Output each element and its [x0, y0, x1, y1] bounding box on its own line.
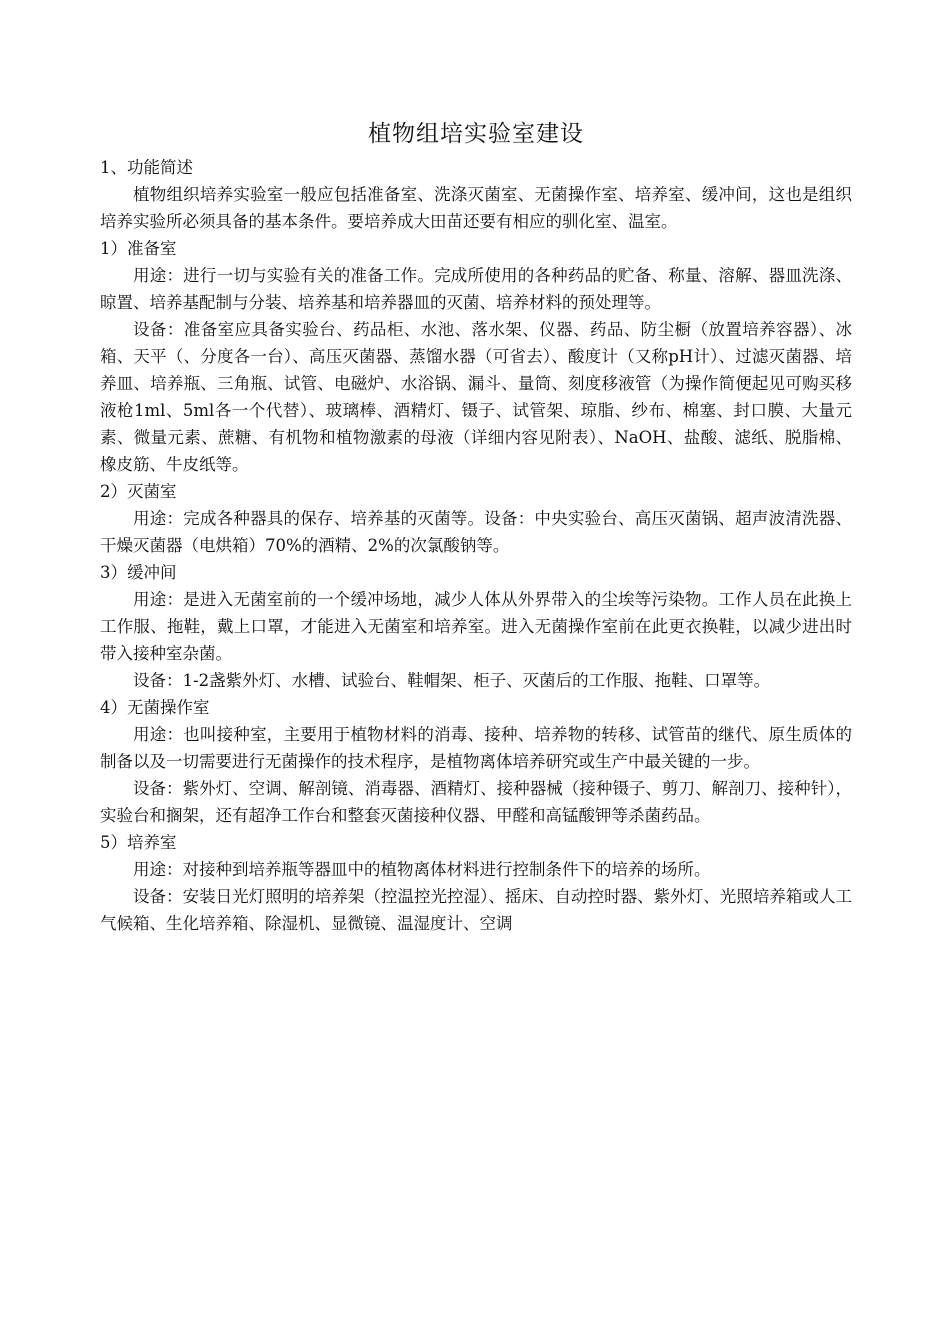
section-heading: 4）无菌操作室	[100, 698, 210, 717]
paragraph: 用途：对接种到培养瓶等器皿中的植物离体材料进行控制条件下的培养的场所。	[133, 860, 711, 879]
section-sterile-room	[100, 694, 852, 829]
paragraph: 设备：1-2盏紫外灯、水槽、试验台、鞋帽架、柜子、灭菌后的工作服、拖鞋、口罩等。	[133, 671, 771, 690]
paragraph: 用途：也叫接种室，主要用于植物材料的消毒、接种、培养物的转移、试管苗的继代、原生质体的制备以及一切需要进行无菌操作的技术程序，是植物离体培养研究或生产中最关键的一步。	[100, 725, 852, 771]
paragraph: 植物组织培养实验室一般应包括准备室、洗涤灭菌室、无菌操作室、培养室、缓冲间，这也是组织培养实验所必须具备的基本条件。要培养成大田苗还要有相应的驯化室、温室。	[100, 185, 852, 231]
document-page	[100, 118, 852, 937]
paragraph: 设备：准备室应具备实验台、药品柜、水池、落水架、仪器、药品、防尘橱（放置培养容器）、冰箱、天平（、分度各一台）、高压灭菌器、蒸馏水器（可省去）、酸度计（又称pH计）、过滤灭菌器、培养皿、培养瓶、三角瓶、试管、电磁炉、水浴锅、漏斗、量筒、刻度移液管（为操作简便起见可购买移液枪1ml、5ml各一个代替）、玻璃棒、酒精灯、镊子、试管架、琼脂、纱布、棉塞、封口膜、大量元素、微量元素、蔗糖、有机物和植物激素的母液（详细内容见附表）、NaOH、盐酸、滤纸、脱脂棉、橡皮筋、牛皮纸等。	[100, 320, 852, 474]
section-overview	[100, 154, 852, 235]
section-heading: 3）缓冲间	[100, 563, 177, 582]
section-sterilization-room	[100, 478, 852, 559]
paragraph: 设备：安装日光灯照明的培养架（控温控光控湿）、摇床、自动控时器、紫外灯、光照培养箱或人工气候箱、生化培养箱、除湿机、显微镜、温湿度计、空调	[100, 887, 852, 933]
document-title: 植物组培实验室建设	[368, 121, 584, 147]
section-heading: 2）灭菌室	[100, 482, 177, 501]
section-buffer-room	[100, 559, 852, 694]
paragraph: 用途：是进入无菌室前的一个缓冲场地，减少人体从外界带入的尘埃等污染物。工作人员在此换上工作服、拖鞋，戴上口罩，才能进入无菌室和培养室。进入无菌操作室前在此更衣换鞋，以减少进出时带入接种室杂菌。	[100, 590, 852, 663]
paragraph: 设备：紫外灯、空调、解剖镜、消毒器、酒精灯、接种器械（接种镊子、剪刀、解剖刀、接种针），实验台和搁架，还有超净工作台和整套灭菌接种仪器、甲醛和高锰酸钾等杀菌药品。	[100, 779, 852, 825]
section-heading: 1）准备室	[100, 239, 177, 258]
section-prep-room	[100, 235, 852, 478]
section-heading: 1、功能简述	[100, 158, 193, 177]
section-heading: 5）培养室	[100, 833, 177, 852]
section-culture-room	[100, 829, 852, 937]
paragraph: 用途：进行一切与实验有关的准备工作。完成所使用的各种药品的贮备、称量、溶解、器皿洗涤、晾置、培养基配制与分装、培养基和培养器皿的灭菌、培养材料的预处理等。	[100, 266, 852, 312]
paragraph: 用途：完成各种器具的保存、培养基的灭菌等。设备：中央实验台、高压灭菌锅、超声波清洗器、干燥灭菌器（电烘箱）70%的酒精、2%的次氯酸钠等。	[100, 509, 852, 555]
